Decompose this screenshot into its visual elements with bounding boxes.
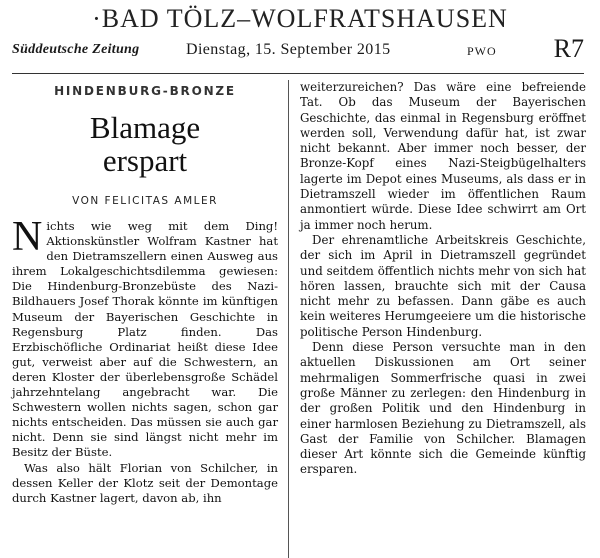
headline-line: erspart [102, 143, 188, 178]
section-title: ·BAD TÖLZ–WOLFRATSHAUSEN [92, 4, 508, 33]
masthead [12, 34, 584, 64]
drop-cap: N [12, 214, 43, 260]
issue-date: Dienstag, 15. September 2015 [186, 41, 391, 58]
paragraph: Was also hält Florian von Schilcher, in dessen Keller der Klotz seit der Demontage durch Kastner lagert, davon ab, ihn [12, 460, 278, 505]
article-left-column [12, 84, 278, 506]
header-rule [12, 73, 584, 74]
paragraph-lead [12, 214, 278, 461]
page-number: R7 [553, 34, 584, 63]
newspaper-logo: Süddeutsche Zeitung [12, 42, 140, 57]
paragraph: Denn diese Person versuchte man in den aktuellen Diskussionen am Ort seiner mehrmaligen Sommerfrische quasi in zwei große Männer zu zerlegen: den Hindenburg in der großen Politik und den Hindenburg in einer harmlosen Beziehung zu Dietramszell, als Gast der Familie von Schilcher. Blamagen dieser Art könnte sich die Gemeinde künftig ersparen. [300, 340, 586, 477]
article-right-column [300, 80, 586, 478]
column-divider [288, 80, 289, 558]
edition-code: PWO [467, 44, 497, 58]
article-headline [12, 111, 278, 177]
article-kicker: HINDENBURG-BRONZE [54, 84, 236, 98]
headline-line: Blamage [89, 110, 201, 145]
paragraph-text: ichts wie weg mit dem Ding! Aktionskünstler Wolfram Kastner hat den Dietramszellern einen Ausweg aus ihrem Lokalgeschichtsdilemma gewiesen: Die Hindenburg-Bronzebüste des Nazi-Bildhauers Josef Thorak könnte im künftigen Museum der Bayerischen Geschichte in Regensburg Platz finden. Das Erzbischöfliche Ordinariat heißt diese Idee gut, verweist aber auf die Schwestern, an deren Kloster der überlebensgroße Schädel jahrzehntelang angebracht war. Die Schwestern wollen nichts sagen, schon gar nichts entscheiden. Das müssen sie auch gar nicht. Denn sie sind längst nicht mehr im Besitz der Büste. [12, 219, 278, 460]
paragraph: Der ehrenamtliche Arbeitskreis Geschichte, der sich im April in Dietramszell gegründet und seitdem öffentlich nichts mehr von sich hat hören lassen, brauchte sich mit der Causa nicht mehr zu befassen. Dann gäbe es auch kein weiteres Herumgeeiere um die historische politische Person Hindenburg. [300, 232, 586, 339]
article-byline: VON FELICITAS AMLER [72, 195, 218, 207]
paragraph: weiterzureichen? Das wäre eine befreiende Tat. Ob das Museum der Bayerischen Geschichte, das einmal in Regensburg eröffnet werden soll, Verwendung dafür hat, ist zwar nicht bekannt. Aber immer noch besser, der Bronze-Kopf eines Nazi-Steigbügelhalters lagerte im Depot eines Museums, als dass er in Dietramszell wieder im öffentlichen Raum anmontiert würde. Diese Idee schwirrt am Ort ja immer noch herum. [300, 80, 586, 232]
